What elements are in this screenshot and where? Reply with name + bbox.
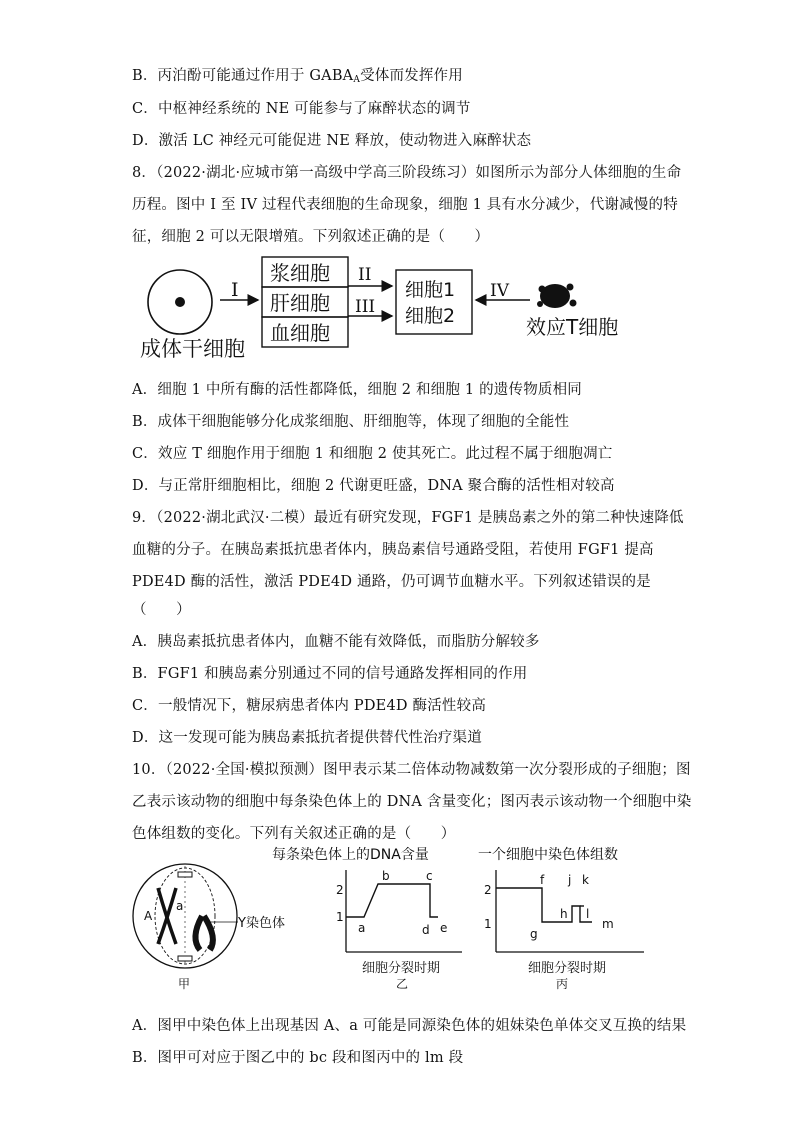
q7-option-b: B．丙泊酚可能通过作用于 $GABA_A$受体而发挥作用: [132, 68, 463, 85]
stem-cell-nucleus: [175, 297, 185, 307]
chart-yi-point-e: e: [440, 921, 448, 935]
q10-figure-yi-dna-chart: [266, 842, 466, 992]
chart-bing-y-tick-2: 2: [484, 883, 492, 897]
stem-cell-label: 成体干细胞: [140, 337, 245, 361]
cell-2-label: 细胞2: [405, 305, 456, 327]
gene-a-label: a: [176, 899, 184, 913]
chart-yi-point-c: c: [426, 869, 433, 883]
chart-yi-series-line: [346, 884, 438, 917]
figure-jia-caption: 甲: [178, 977, 191, 991]
chart-yi-point-b: b: [382, 869, 390, 883]
chromosome-with-a-alleles: [158, 888, 176, 944]
chart-bing-series-line: [496, 888, 592, 922]
q8-stem-line-1: 8．（2022·湖北·应城市第一高级中学高三阶段练习）如图所示为部分人体细胞的生命: [132, 165, 682, 181]
q8-option-d: D．与正常肝细胞相比，细胞 2 代谢更旺盛，DNA 聚合酶的活性相对较高: [132, 478, 615, 494]
chart-yi-y-tick-1: 1: [336, 910, 344, 924]
chart-bing-y-tick-1: 1: [484, 917, 492, 931]
q9-stem-line-2: 血糖的分子。在胰岛素抵抗患者体内，胰岛素信号通路受阻，若使用 FGF1 提高: [132, 542, 654, 558]
gene-A-label: A: [144, 909, 153, 923]
chart-bing-point-m: m: [602, 917, 614, 931]
chart-yi-x-label: 细胞分裂时期: [362, 961, 441, 976]
q8-option-c: C．效应 T 细胞作用于细胞 1 和细胞 2 使其死亡。此过程不属于细胞凋亡: [132, 446, 613, 462]
q8-option-a: A．细胞 1 中所有酶的活性都降低，细胞 2 和细胞 1 的遗传物质相同: [132, 382, 582, 398]
arrow-i-label: I: [231, 279, 239, 301]
q9-option-a: A．胰岛素抵抗患者体内，血糖不能有效降低，而脂肪分解较多: [132, 634, 540, 650]
effector-t-cell-label: 效应T细胞: [526, 315, 619, 339]
chart-bing-point-l: l: [586, 907, 590, 921]
blood-cell-label: 血细胞: [270, 321, 330, 345]
chart-bing-point-k: k: [582, 873, 589, 887]
y-chromosome-icon: [195, 916, 212, 950]
arrow-ii-label: II: [358, 265, 372, 285]
q7-option-c: C．中枢神经系统的 NE 可能参与了麻醉状态的调节: [132, 101, 471, 117]
q8-stem-line-2: 历程。图中 I 至 IV 过程代表细胞的生命现象，细胞 1 具有水分减少，代谢减慢的特: [132, 197, 678, 213]
q9-option-b: B．FGF1 和胰岛素分别通过不同的信号通路发挥相同的作用: [132, 666, 528, 682]
q9-stem-line-1: 9．（2022·湖北武汉·二模）最近有研究发现，FGF1 是胰岛素之外的第二种快速降低: [132, 510, 684, 526]
chart-bing-point-g: g: [530, 927, 538, 941]
q10-stem-line-3: 色体组数的变化。下列有关叙述正确的是（ ）: [132, 826, 456, 842]
q8-stem-line-3: 征，细胞 2 可以无限增殖。下列叙述正确的是（ ）: [132, 229, 490, 245]
chart-yi-y-tick-2: 2: [336, 883, 344, 897]
q9-stem-line-4: （ ）: [132, 602, 191, 618]
chart-bing-caption: 丙: [556, 977, 569, 991]
liver-cell-label: 肝细胞: [270, 291, 330, 315]
q9-option-c: C．一般情况下，糖尿病患者体内 PDE4D 酶活性较高: [132, 698, 487, 714]
chart-bing-x-label: 细胞分裂时期: [528, 961, 607, 976]
effector-t-cell-icon: [537, 284, 577, 309]
centriole-bottom: [178, 956, 192, 961]
chart-bing-point-j: j: [568, 873, 572, 887]
q10-stem-line-2: 乙表示该动物的细胞中每条染色体上的 DNA 含量变化；图丙表示该动物一个细胞中染: [132, 794, 692, 810]
centriole-top: [178, 872, 192, 877]
plasma-cell-label: 浆细胞: [270, 261, 330, 285]
q8-option-b: B．成体干细胞能够分化成浆细胞、肝细胞等，体现了细胞的全能性: [132, 414, 570, 430]
chart-bing-point-f: f: [540, 873, 545, 887]
q10-figure-bing-chromosome-set-chart: [472, 842, 662, 992]
chart-yi-title: 每条染色体上的DNA含量: [272, 847, 429, 863]
q9-option-d: D．这一发现可能为胰岛素抵抗者提供替代性治疗渠道: [132, 730, 482, 746]
chart-bing-point-h: h: [560, 907, 568, 921]
q7-option-d: D．激活 LC 神经元可能促进 NE 释放，使动物进入麻醉状态: [132, 133, 532, 149]
y-chromosome-label: Y染色体: [238, 916, 285, 931]
q8-cell-lifecycle-diagram: [130, 252, 650, 364]
chart-yi-point-d: d: [422, 923, 430, 937]
q10-option-a: A．图甲中染色体上出现基因 A、a 可能是同源染色体的姐妹染色单体交叉互换的结果: [132, 1018, 687, 1034]
chart-bing-title: 一个细胞中染色体组数: [478, 847, 618, 863]
q10-option-b: B．图甲可对应于图乙中的 bc 段和图丙中的 lm 段: [132, 1050, 464, 1066]
q9-stem-line-3: PDE4D 酶的活性，激活 PDE4D 通路，仍可调节血糖水平。下列叙述错误的是: [132, 574, 651, 590]
q10-figure-jia: [130, 858, 285, 998]
arrow-iv-label: IV: [490, 281, 509, 301]
q10-stem-line-1: 10．（2022·全国·模拟预测）图甲表示某二倍体动物减数第一次分裂形成的子细胞；图: [132, 762, 691, 778]
cell-1-label: 细胞1: [405, 279, 456, 301]
arrow-iii-label: III: [355, 297, 376, 317]
chart-yi-caption: 乙: [396, 977, 409, 991]
chart-yi-point-a: a: [358, 921, 366, 935]
